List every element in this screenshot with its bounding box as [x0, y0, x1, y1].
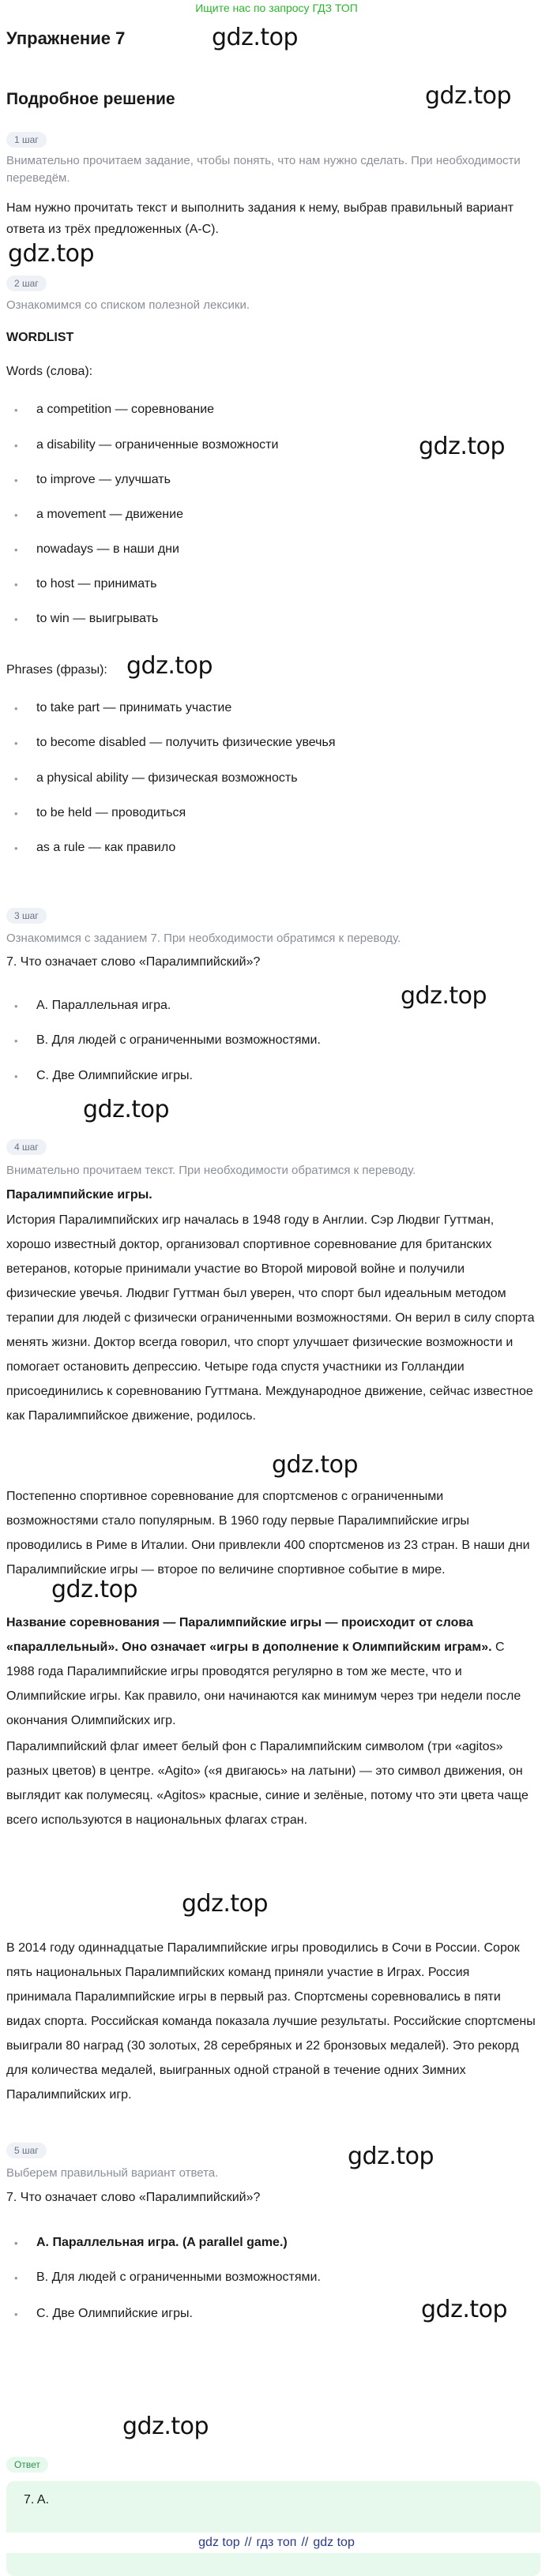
final-question: 7. Что означает слово «Паралимпийский»?: [6, 2191, 261, 2204]
footer-link[interactable]: gdz top: [198, 2536, 240, 2549]
final-option: • C. Две Олимпийские игры.: [17, 2307, 193, 2321]
text-paragraph: Постепенно спортивное соревнование для спортсменов с ограниченными возможностями стало популярным. В 1960 году первые Паралимпийские игры проводились в Риме в Италии. Они привлекли 400 спортсменов из 23 стран. В наши дни Паралимпийские игры — второе по величине спортивное событие в мире.: [6, 1490, 530, 1577]
solution-title: Подробное решение: [6, 90, 175, 108]
watermark: gdz.top: [419, 433, 506, 460]
watermark: gdz.top: [83, 1096, 170, 1123]
phrase-item: • as a rule — как правило: [17, 841, 175, 855]
watermark: gdz.top: [425, 82, 512, 110]
watermark: gdz.top: [126, 652, 213, 680]
step-badge: 2 шаг: [6, 276, 47, 291]
word-item: • a competition — соревнование: [17, 403, 214, 417]
watermark: gdz.top: [212, 24, 299, 51]
text-paragraph: В 2014 году одиннадцатые Паралимпийские игры проводились в Сочи в России. Сорок пять национальных Паралимпийских команд приняли участие в Играх. Россия принимала Паралимпийские игры в первый раз. Спортсмены соревновались в пяти видах спорта. Российская команда показала лучшие результаты. Российские спортсмены выиграли 80 наград (30 золотых, 28 серебряных и 22 бронзовых медалей). Это рекорд для количества медалей, выигранных одной страной в течение одних Зимних Паралимпийских игр.: [6, 1941, 536, 2102]
watermark: gdz.top: [421, 2296, 508, 2323]
phrases-label: Phrases (фразы):: [6, 663, 107, 677]
final-option: • B. Для людей с ограниченными возможностями.: [17, 2270, 321, 2285]
task-option: • C. Две Олимпийские игры.: [17, 1069, 193, 1083]
step-text: Нам нужно прочитать текст и выполнить задания к нему, выбрав правильный вариант ответа из трёх предложенных (A-C).: [6, 201, 514, 236]
word-item: • a disability — ограниченные возможности: [17, 438, 278, 452]
step-hint: Внимательно прочитаем задание, чтобы понять, что нам нужно сделать. При необходимости переведём.: [6, 154, 521, 185]
step-badge: 4 шаг: [6, 1139, 47, 1155]
watermark: gdz.top: [182, 1890, 269, 1918]
phrase-item: • a physical ability — физическая возможность: [17, 771, 298, 786]
word-item: • a movement — движение: [17, 508, 183, 522]
phrase-item: • to become disabled — получить физические увечья: [17, 736, 336, 750]
text-heading: Паралимпийские игры.: [6, 1188, 152, 1202]
answer-box: [6, 2481, 540, 2576]
footer-sep: //: [301, 2536, 309, 2549]
task-option: • B. Для людей с ограниченными возможностями.: [17, 1033, 321, 1048]
footer-sep: //: [244, 2536, 252, 2549]
step-hint: Ознакомимся с заданием 7. При необходимости обратимся к переводу.: [6, 932, 401, 945]
step-hint: Выберем правильный вариант ответа.: [6, 2166, 219, 2180]
exercise-title: Упражнение 7: [6, 28, 126, 48]
word-item: • to win — выигрывать: [17, 612, 158, 626]
step-badge: 5 шаг: [6, 2143, 47, 2158]
task-option: • A. Параллельная игра.: [17, 999, 171, 1013]
footer: [0, 2533, 553, 2553]
text-paragraph: История Паралимпийских игр началась в 1948 году в Англии. Сэр Людвиг Гуттман, хорошо известный доктор, организовал спортивное соревнование для британских ветеранов, которые принимали участие во Второй мировой войне и получили физические увечья. Людвиг Гуттман был уверен, что спорт был идеальным методом терапии для людей с физически ограниченными возможностями. Он верил в силу спорта менять жизни. Доктор всегда говорил, что спорт улучшает физические возможности и помогает остановить депрессию. Четыре года спустя участники из Голландии присоединились к соревнованию Гуттмана. Международное движение, сейчас известное как Паралимпийское движение, родилось.: [6, 1213, 535, 1423]
answer-badge: Ответ: [6, 2457, 48, 2473]
watermark: gdz.top: [401, 982, 487, 1010]
step-hint: Внимательно прочитаем текст. При необходимости обратимся к переводу.: [6, 1164, 416, 1177]
word-item: • nowadays — в наши дни: [17, 542, 179, 557]
step-badge: 1 шаг: [6, 132, 47, 148]
footer-link[interactable]: гдз топ: [256, 2536, 297, 2549]
top-link[interactable]: Ищите нас по запросу ГДЗ ТОП: [195, 2, 358, 14]
task-question: 7. Что означает слово «Паралимпийский»?: [6, 955, 261, 969]
wordlist-heading: WORDLIST: [6, 331, 74, 344]
answer-text: 7. A.: [24, 2493, 50, 2507]
watermark: gdz.top: [272, 1451, 359, 1479]
phrase-item: • to take part — принимать участие: [17, 701, 231, 715]
words-label: Words (слова):: [6, 365, 93, 378]
watermark: gdz.top: [122, 2413, 209, 2440]
step-badge: 3 шаг: [6, 908, 47, 924]
step-hint: Ознакомимся со списком полезной лексики.: [6, 298, 250, 312]
watermark: gdz.top: [51, 1576, 138, 1603]
watermark: gdz.top: [8, 240, 95, 268]
phrase-item: • to be held — проводиться: [17, 806, 186, 820]
footer-link[interactable]: gdz top: [313, 2536, 355, 2549]
final-option-correct: • A. Параллельная игра. (A parallel game.): [17, 2236, 288, 2250]
text-paragraph: Название соревнования — Паралимпийские игры — происходит от слова «параллельный». Оно означает «игры в дополнение к Олимпийским играм». С 1988 года Паралимпийские игры проводятся регулярно в том же месте, что и Олимпийские игры. Как правило, они начинаются как минимум через три недели после окончания Олимпийских игр.: [6, 1616, 521, 1727]
word-item: • to host — принимать: [17, 577, 156, 591]
word-item: • to improve — улучшать: [17, 473, 171, 487]
watermark: gdz.top: [348, 2143, 434, 2170]
text-paragraph: Паралимпийский флаг имеет белый фон с Паралимпийским символом (три «agitos» разных цветов) в центре. «Agito» («я двигаюсь» на латыни) — это символ движения, он выглядит как полумесяц. «Agitos» красные, синие и зелёные, потому что эти цвета чаще всего используются в национальных флагах стран.: [6, 1740, 529, 1827]
